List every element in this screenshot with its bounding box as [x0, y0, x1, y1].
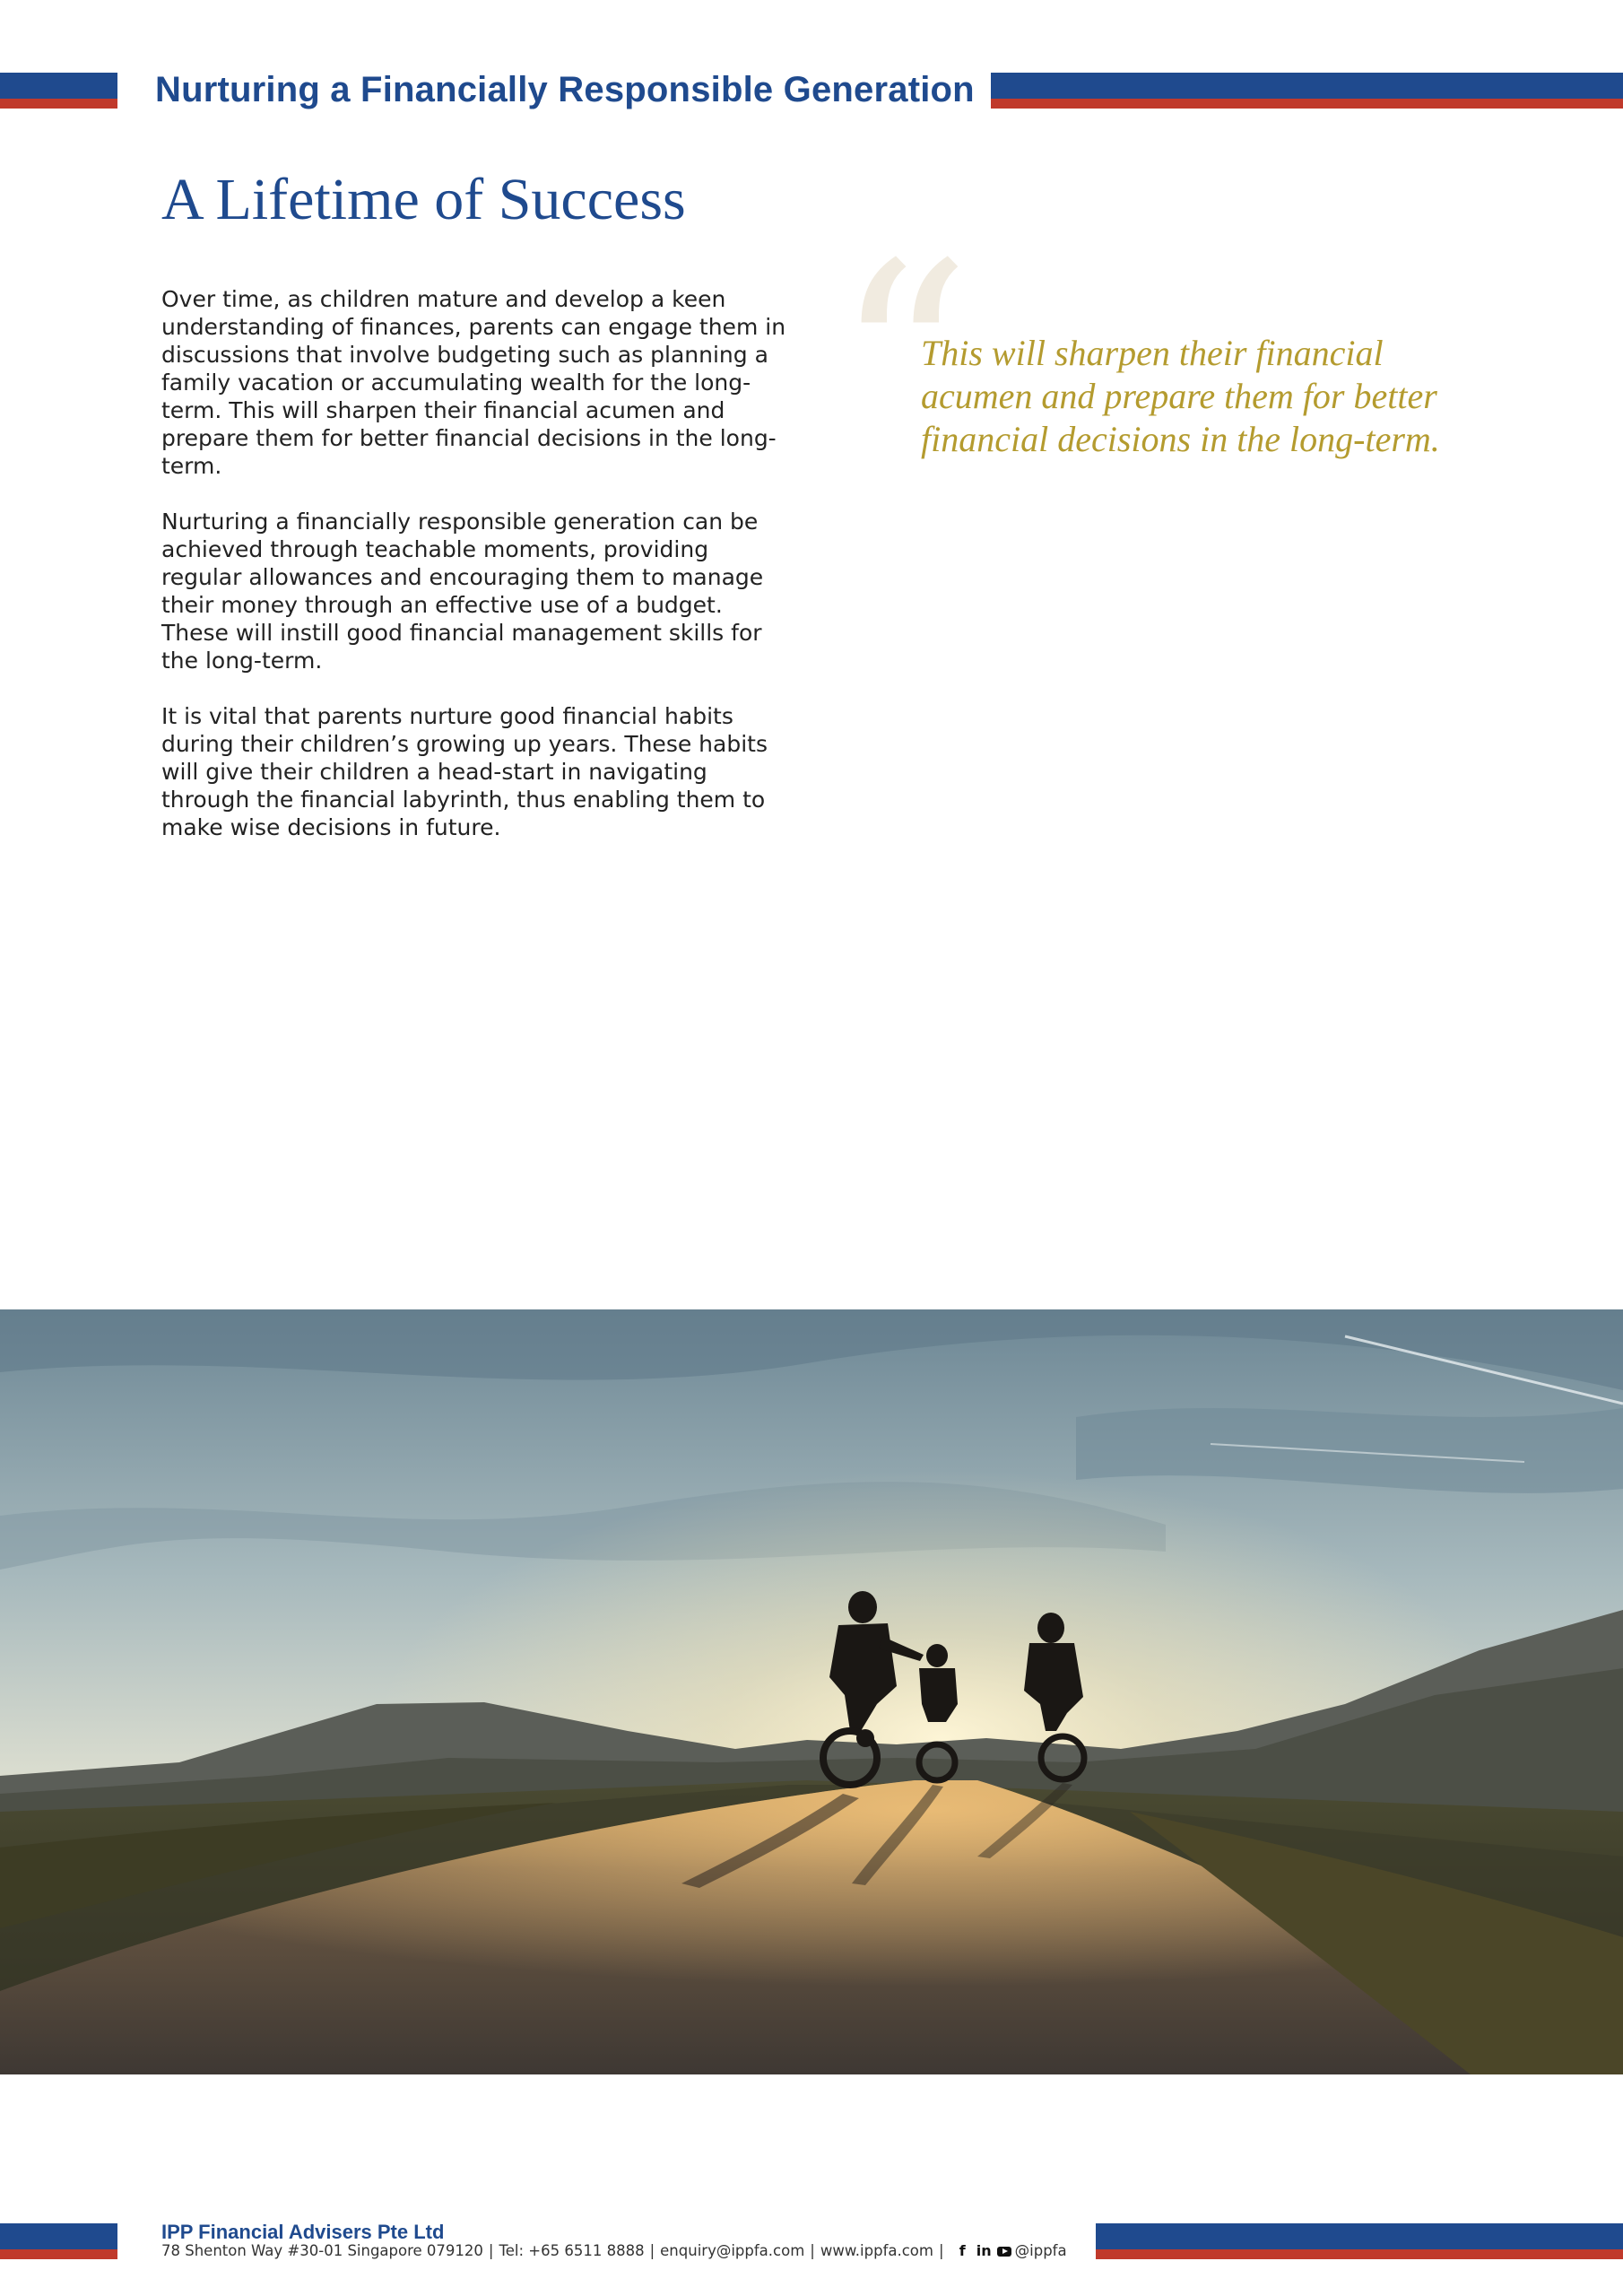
- footer-website-link[interactable]: www.ippfa.com: [820, 2242, 933, 2259]
- header-stripe-left: [0, 73, 117, 109]
- article-paragraph: It is vital that parents nurture good financial habits during their children’s growing up years. These habits will give their children a head-start in navigating through the financial labyrinth, thus enabling them to make wise decisions in future.: [161, 703, 768, 840]
- youtube-icon[interactable]: [997, 2247, 1011, 2257]
- article-body: [161, 285, 789, 869]
- footer-address: 78 Shenton Way #30-01 Singapore 079120: [161, 2242, 483, 2259]
- page-title: A Lifetime of Success: [161, 167, 686, 232]
- footer-tel[interactable]: Tel: +65 6511 8888: [499, 2242, 645, 2259]
- family-cycling-photo: [0, 1309, 1623, 2074]
- facebook-icon[interactable]: f: [959, 2242, 966, 2259]
- footer-stripe-left: [0, 2223, 117, 2259]
- linkedin-icon[interactable]: in: [976, 2242, 992, 2259]
- header-title: Nurturing a Financially Responsible Generation: [155, 70, 975, 109]
- pull-quote: This will sharpen their financial acumen and prepare them for better financial decisions in the long-term.: [921, 333, 1440, 459]
- footer-social-handle[interactable]: @ippfa: [1014, 2242, 1067, 2259]
- footer-stripe-right: [1096, 2223, 1623, 2259]
- footer-email-link[interactable]: enquiry@ippfa.com: [660, 2242, 805, 2259]
- footer-company-name: IPP Financial Advisers Pte Ltd: [161, 2221, 445, 2243]
- header-stripe-right: [991, 73, 1623, 109]
- article-paragraph: Nurturing a financially responsible generation can be achieved through teachable moments, providing regular allowances and encouraging them to manage their money through an effective use of a budget. These will instill good financial management skills for the long-term.: [161, 509, 764, 674]
- quote-mark-icon: “: [834, 206, 972, 519]
- footer-contact-line: 78 Shenton Way #30-01 Singapore 079120 | Tel: +65 6511 8888 | enquiry@ippfa.com | www.ippfa.com | f in @ippfa: [161, 2242, 1067, 2259]
- article-paragraph: Over time, as children mature and develop a keen understanding of finances, parents can engage them in discussions that involve budgeting such as planning a family vacation or accumulating wealth for the long-term. This will sharpen their financial acumen and prepare them for better financial decisions in the long-term.: [161, 286, 786, 479]
